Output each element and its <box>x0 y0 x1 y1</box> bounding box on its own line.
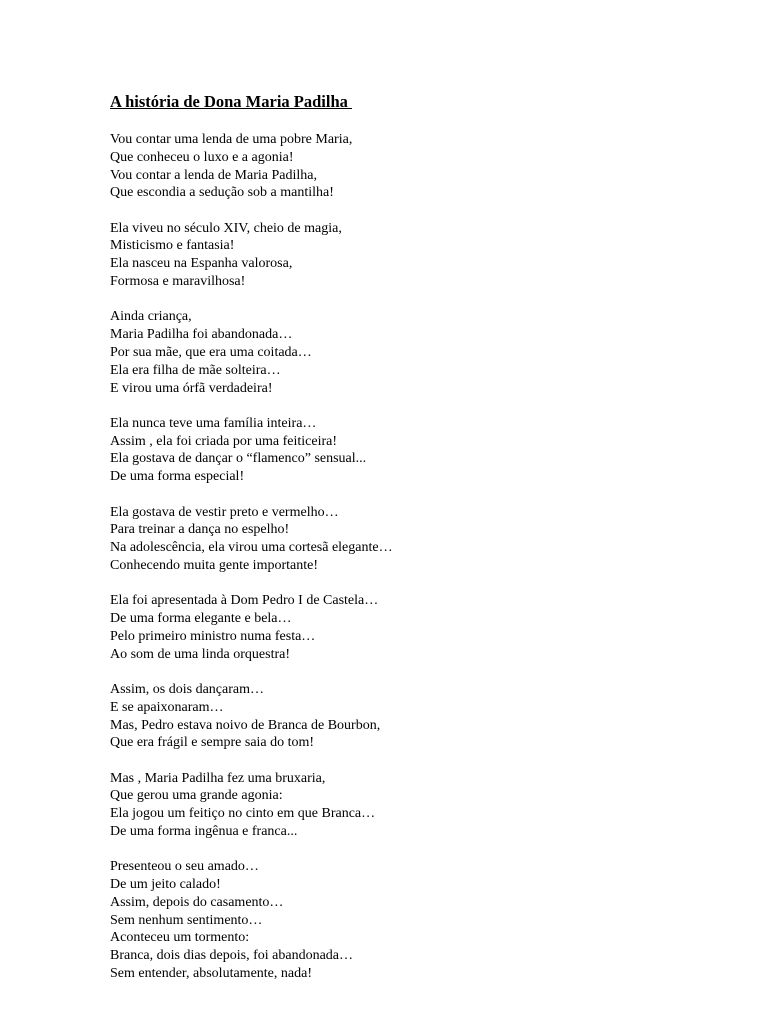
poem-line: Aconteceu um tormento: <box>110 930 250 946</box>
poem-line: Ao som de uma linda orquestra! <box>110 646 291 662</box>
poem-line: Ela era filha de mãe solteira… <box>110 362 281 378</box>
poem-line: Maria Padilha foi abandonada… <box>110 327 293 343</box>
poem-line: Presenteou o seu amado… <box>110 859 259 875</box>
poem-line: Assim, depois do casamento… <box>110 894 284 910</box>
poem-line: Pelo primeiro ministro numa festa… <box>110 628 316 644</box>
poem-line: Mas , Maria Padilha fez uma bruxaria, <box>110 770 326 786</box>
document-title: A história de Dona Maria Padilha <box>110 92 353 111</box>
stanza-7 <box>110 681 670 752</box>
poem-line: Assim, os dois dançaram… <box>110 681 264 697</box>
stanza-4 <box>110 415 670 486</box>
poem-line: Branca, dois dias depois, foi abandonada… <box>110 948 353 964</box>
stanza-1 <box>110 131 670 202</box>
poem-line: Misticismo e fantasia! <box>110 238 235 254</box>
poem-line: Vou contar a lenda de Maria Padilha, <box>110 167 317 183</box>
poem-line: Ela nunca teve uma família inteira… <box>110 415 317 431</box>
poem-line: Ainda criança, <box>110 309 192 325</box>
poem-line: Sem entender, absolutamente, nada! <box>110 966 312 982</box>
poem-line: Na adolescência, ela virou uma cortesã elegante… <box>110 540 393 556</box>
poem-line: Ela gostava de vestir preto e vermelho… <box>110 504 339 520</box>
poem-line: Ela viveu no século XIV, cheio de magia, <box>110 220 342 236</box>
poem-line: Que gerou uma grande agonia: <box>110 788 283 804</box>
poem-line: Que conheceu o luxo e a agonia! <box>110 149 294 165</box>
stanza-2 <box>110 220 670 291</box>
poem-line: Sem nenhum sentimento… <box>110 912 263 928</box>
poem-line: Mas, Pedro estava noivo de Branca de Bourbon, <box>110 717 381 733</box>
poem-line: Ela foi apresentada à Dom Pedro I de Castela… <box>110 593 379 609</box>
stanza-8 <box>110 770 670 841</box>
poem-line: Vou contar uma lenda de uma pobre Maria, <box>110 132 353 147</box>
poem-line: De um jeito calado! <box>110 877 221 893</box>
poem-line: Conhecendo muita gente importante! <box>110 557 318 573</box>
poem-line: Ela nasceu na Espanha valorosa, <box>110 256 293 272</box>
poem-line: De uma forma especial! <box>110 469 245 485</box>
stanza-6 <box>110 592 670 663</box>
poem-line: De uma forma ingênua e franca... <box>110 824 298 839</box>
poem-line: Que escondia a sedução sob a mantilha! <box>110 185 334 201</box>
stanza-5 <box>110 504 670 575</box>
poem-line: Assim , ela foi criada por uma feiticeira! <box>110 433 338 449</box>
poem-line: Ela jogou um feitiço no cinto em que Branca… <box>110 806 376 822</box>
poem-line: Formosa e maravilhosa! <box>110 274 246 290</box>
poem-line: De uma forma elegante e bela… <box>110 611 292 627</box>
poem-line: E se apaixonaram… <box>110 699 224 715</box>
poem-line: Que era frágil e sempre saia do tom! <box>110 735 315 751</box>
poem-line: Para treinar a dança no espelho! <box>110 522 290 538</box>
stanza-3 <box>110 308 670 397</box>
poem-body <box>110 131 670 1000</box>
poem-line: E virou uma órfã verdadeira! <box>110 380 273 396</box>
poem-line: Ela gostava de dançar o “flamenco” sensual... <box>110 451 367 467</box>
poem-line: Por sua mãe, que era uma coitada… <box>110 344 312 360</box>
stanza-9 <box>110 858 670 983</box>
